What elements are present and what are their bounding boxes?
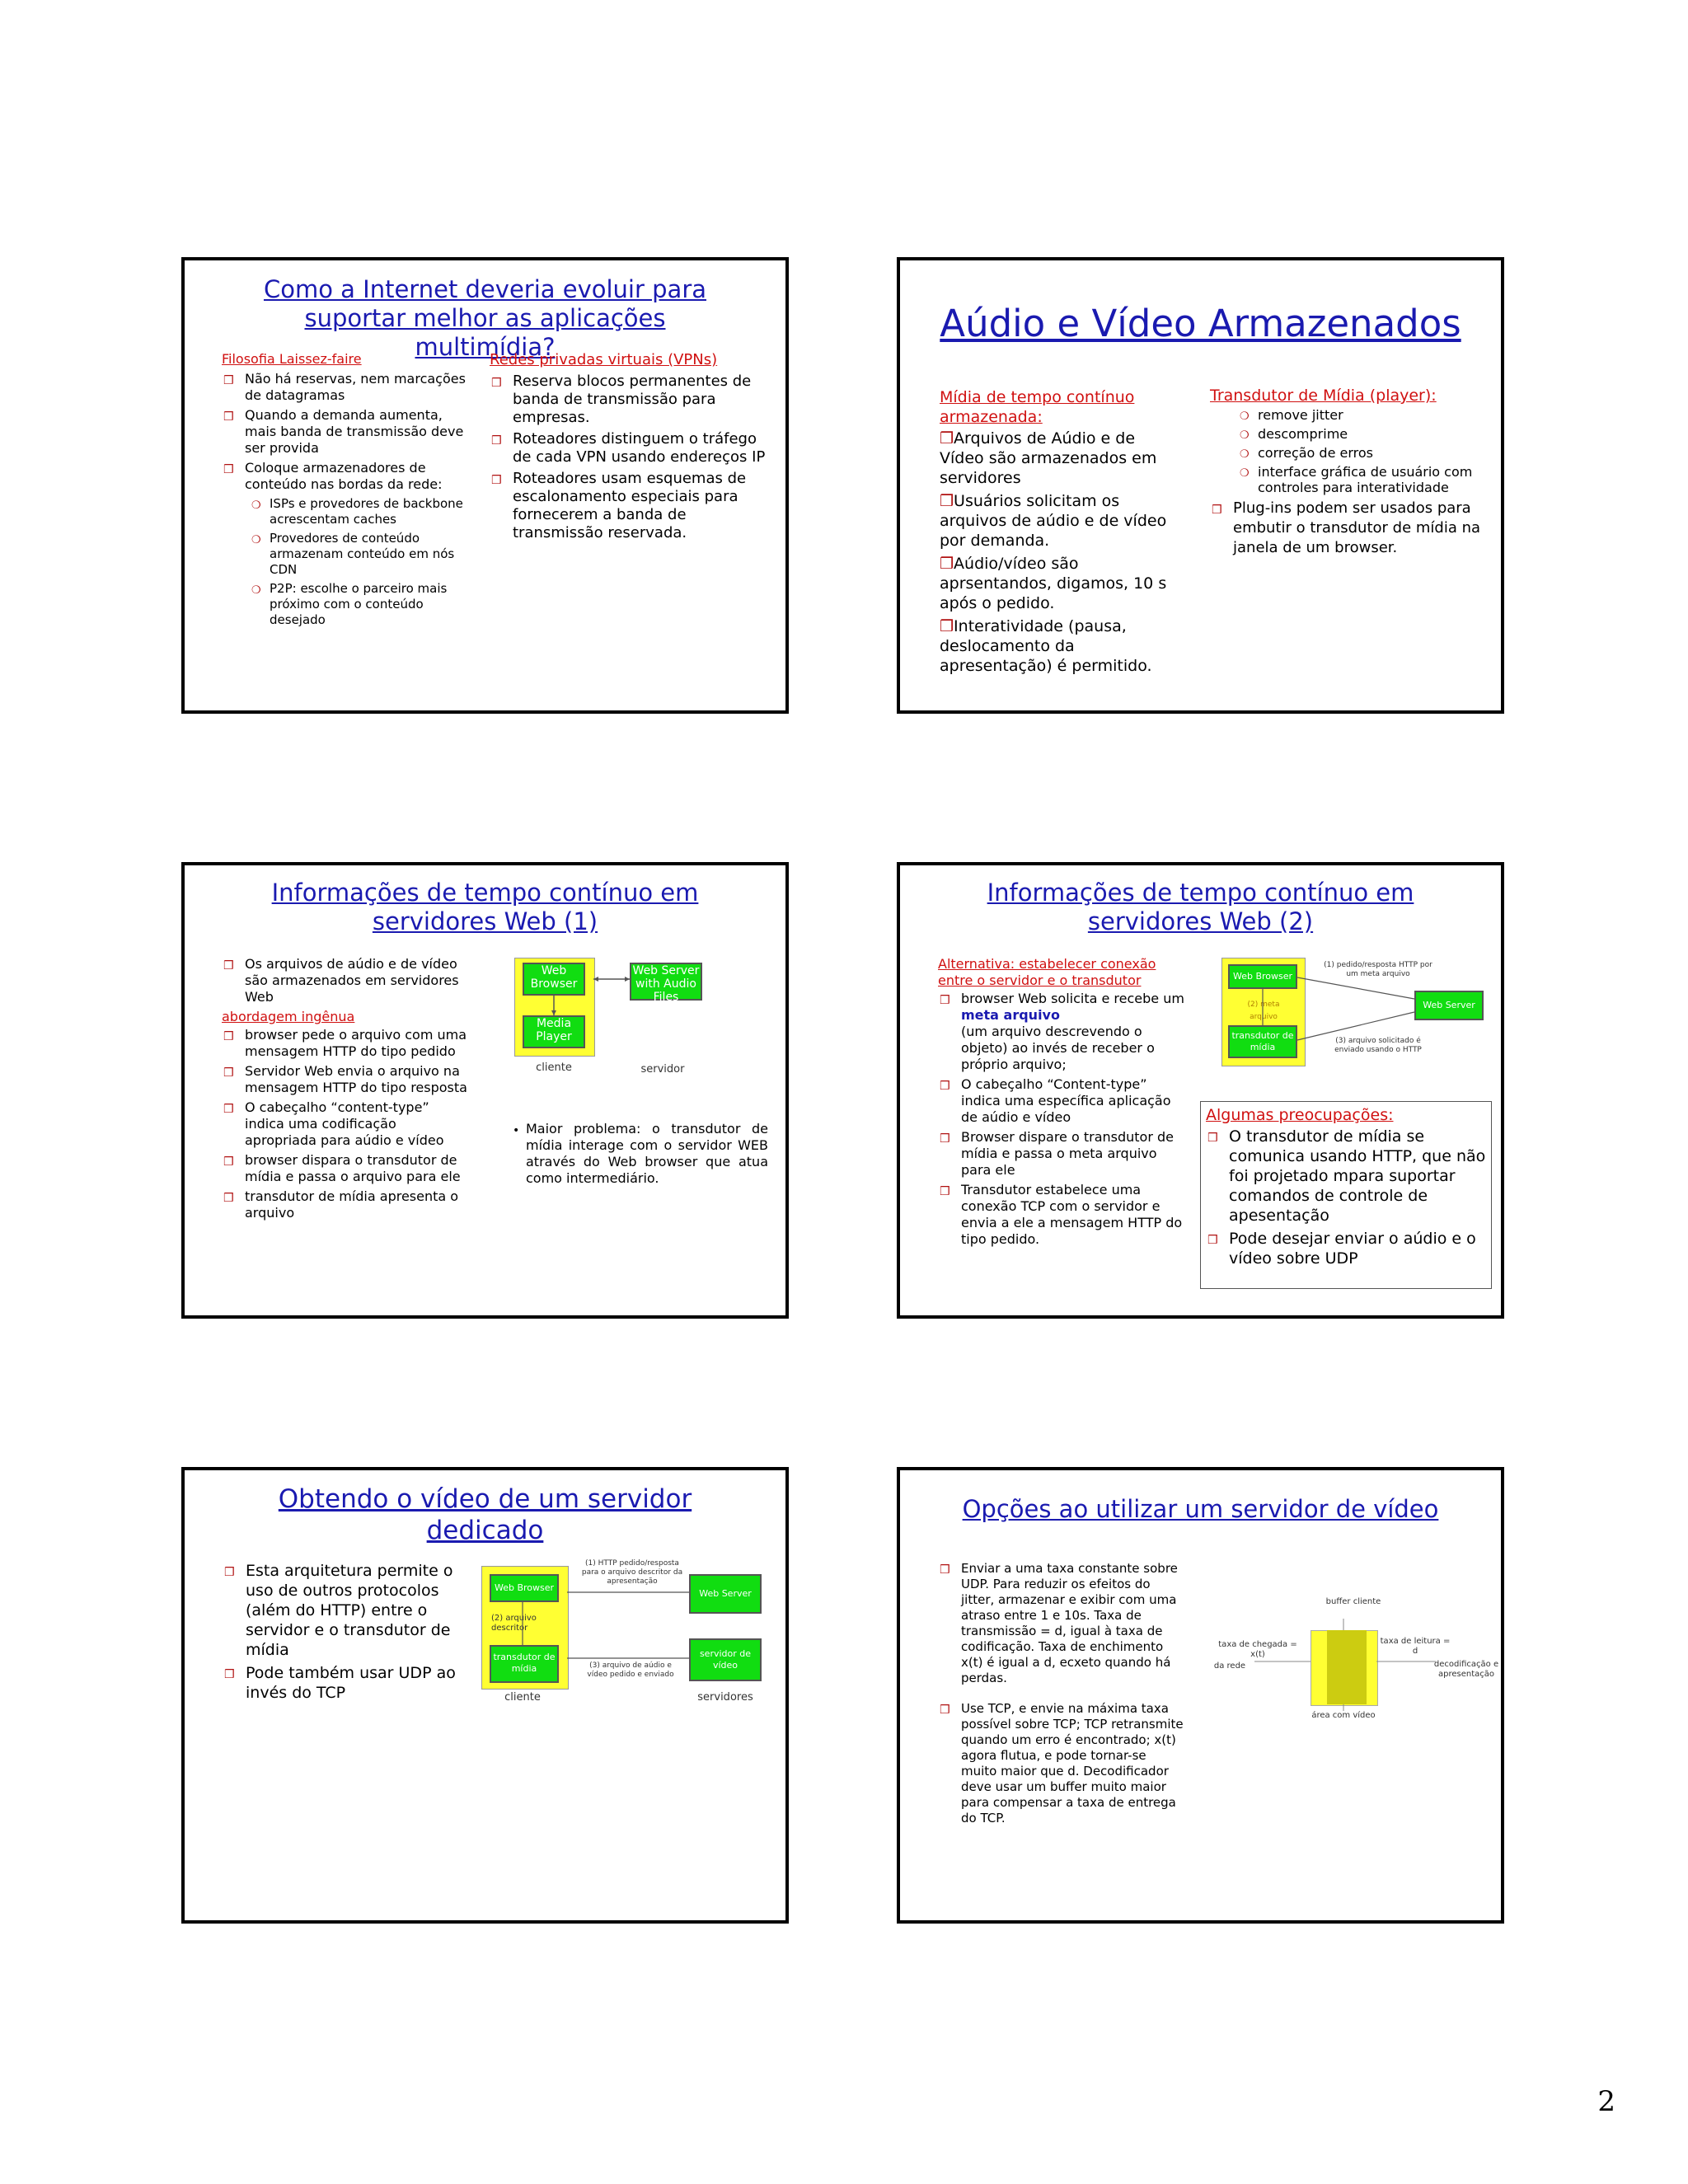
problem-note	[513, 1121, 768, 1190]
media-player-box: transdutor de mídia	[1228, 1025, 1297, 1058]
list-item: ❒ Plug-ins podem ser usados para embutir o transdutor de mídia na janela de um browser.	[1212, 499, 1481, 556]
bullet-icon: ❒	[491, 474, 502, 487]
web-server-box: Web Server	[689, 1574, 762, 1614]
list-item: ❒Arquivos de Aúdio e de Vídeo são armazenados em servidores	[940, 429, 1157, 487]
left-column	[222, 956, 469, 1225]
slide-web-servers-2	[897, 862, 1504, 1319]
list-item: ❒ Pode também usar UDP ao invés do TCP	[224, 1664, 456, 1702]
buffer-label: buffer cliente	[1325, 1597, 1381, 1606]
list-item: ❒ transdutor de mídia apresenta o arquivo	[223, 1188, 459, 1221]
bullet-icon: ❒	[223, 374, 234, 387]
list-item: ❒ Transdutor estabelece uma conexão TCP com o servidor e envia a ele a mensagem HTTP do tipo pedido.	[940, 1182, 1183, 1247]
bullet-icon: ❒	[223, 410, 234, 424]
list-subitem: ❍ interface gráfica de usuário com controles para interatividade	[1240, 464, 1473, 495]
list-item: ❒ Browser dispare o transdutor de mídia e passa o meta arquivo para ele	[940, 1129, 1175, 1178]
arrows-icon	[1221, 958, 1493, 1073]
bullet-icon: ❒	[1207, 1234, 1218, 1247]
bullet-icon: ❒	[940, 617, 954, 635]
client-label: cliente	[504, 1691, 541, 1704]
web-server-box: Web Server with Audio Files	[630, 963, 702, 1001]
media-player-box: Media Player	[523, 1015, 585, 1048]
server-label: servidor	[640, 1063, 685, 1076]
bullet-icon: ❒	[224, 1668, 235, 1681]
list-item: ❒ browser dispara o transdutor de mídia e passa o arquivo para ele	[223, 1152, 461, 1184]
list-item: ❒ O cabeçalho “content-type” indica uma codificação apropriada para aúdio e vídeo	[223, 1099, 444, 1148]
column-heading: abordagem ingênua	[222, 1009, 355, 1024]
client-label: cliente	[536, 1062, 572, 1074]
slide-dedicated-server	[181, 1467, 789, 1924]
list-item: ❒ Quando a demanda aumenta, mais banda de transmissão deve ser provida	[223, 407, 464, 456]
list-item: ❒ browser Web solicita e recebe um meta arquivo (um arquivo descrevendo o objeto) ao invés de receber o próprio arquivo;	[940, 991, 1184, 1072]
bullet-icon: ❒	[940, 1132, 950, 1146]
circle-bullet-icon: ❍	[1240, 448, 1250, 461]
slide-web-servers-1	[181, 862, 789, 1319]
media-player-box: transdutor de mídia	[490, 1645, 559, 1683]
bullet-icon: ❒	[940, 1563, 950, 1577]
list-subitem: ❍ descomprime	[1240, 426, 1348, 442]
list-item: ❒ Os arquivos de aúdio e de vídeo são armazenados em servidores Web	[223, 956, 459, 1005]
right-column	[490, 351, 770, 546]
list-item: ❒Usuários solicitam os arquivos de aúdio e de vídeo por demanda.	[940, 492, 1167, 550]
arrows-icon	[481, 1559, 778, 1699]
list-item: ❒Aúdio/vídeo são aprsentandos, digamos, 10 s após o pedido.	[940, 555, 1167, 612]
circle-bullet-icon: ❍	[251, 584, 261, 597]
slide-stored-audio-video	[897, 257, 1504, 714]
list-subitem: ❍ Provedores de conteúdo armazenam conteúdo em nós CDN	[251, 531, 455, 577]
list-subitem: ❍ ISPs e provedores de backbone acrescentam caches	[251, 496, 463, 527]
circle-bullet-icon: ❍	[251, 499, 261, 512]
bullet-icon: ❒	[1207, 1132, 1218, 1145]
diagram-client-server	[514, 958, 762, 1090]
slide-title: Obtendo o vídeo de um servidor dedicado	[278, 1484, 692, 1545]
column-heading: Alternativa: estabelecer conexão entre o servidor e o transdutor	[938, 956, 1156, 988]
list-item: ❒ Reserva blocos permanentes de banda de transmissão para empresas.	[491, 373, 752, 426]
bullet-icon: ❒	[491, 434, 502, 448]
circle-bullet-icon: ❍	[251, 534, 261, 546]
bullet-icon: ❒	[491, 377, 502, 390]
list-item: ❒ Roteadores usam esquemas de escalonamento especiais para fornecerem a banda de transmissão reservada.	[491, 470, 747, 541]
list-item: ❒ Esta arquitetura permite o uso de outros protocolos (além do HTTP) entre o servidor e o transdutor de mídia	[224, 1562, 453, 1659]
arrows-icon	[1205, 1594, 1502, 1734]
diagram-meta-file	[1221, 958, 1493, 1073]
servers-label: servidores	[697, 1691, 753, 1704]
list-item: ❒ browser pede o arquivo com uma mensagem HTTP do tipo pedido	[223, 1027, 467, 1059]
left-column	[938, 1561, 1185, 1830]
bullet-icon: ❒	[940, 1185, 950, 1198]
left-column	[938, 956, 1185, 1251]
slide-internet-evolution	[181, 257, 789, 714]
bullet-icon: ❒	[940, 492, 954, 510]
from-network-label: da rede	[1213, 1661, 1246, 1671]
video-area-label: área com vídeo	[1311, 1711, 1376, 1720]
bullet-icon: ❒	[223, 1103, 234, 1116]
list-item: • Maior problema: o transdutor de mídia interage com o servidor WEB através do Web browser que atua como intermediário.	[513, 1121, 768, 1186]
bullet-icon: ❒	[223, 1030, 234, 1043]
bullet-icon: ❒	[223, 1155, 234, 1169]
circle-bullet-icon: ❍	[1240, 410, 1250, 423]
slide-title: Como a Internet deveria evoluir para suportar melhor as aplicações multimídia?	[263, 275, 707, 361]
bullet-icon: ❒	[940, 1704, 950, 1717]
bullet-icon: ❒	[940, 555, 954, 573]
bullet-icon: ❒	[223, 1066, 234, 1080]
web-browser-box: Web Browser	[1228, 964, 1297, 989]
concerns-box	[1200, 1101, 1492, 1289]
concerns-heading: Algumas preocupações:	[1206, 1106, 1394, 1124]
bullet-icon: ❒	[1212, 504, 1222, 517]
list-subitem: ❍ P2P: escolhe o parceiro mais próximo com o conteúdo desejado	[251, 581, 448, 627]
stream-label: (3) arquivo de aúdio e vídeo pedido e enviado	[587, 1661, 674, 1679]
list-item: ❒ Roteadores distinguem o tráfego de cada VPN usando endereços IP	[491, 430, 766, 466]
list-subitem: ❍ correção de erros	[1240, 445, 1374, 461]
descriptor-label: (2) arquivo descritor	[491, 1614, 537, 1633]
list-item: ❒ Pode desejar enviar o aúdio e o vídeo sobre UDP	[1207, 1230, 1476, 1268]
request-label: (1) HTTP pedido/resposta para o arquivo descritor da apresentação	[581, 1559, 683, 1586]
circle-bullet-icon: ❍	[1240, 467, 1250, 480]
web-browser-box: Web Browser	[490, 1574, 559, 1602]
column-heading: Mídia de tempo contínuo armazenada:	[940, 388, 1135, 426]
slide-title: Informações de tempo contínuo em servidores Web (2)	[987, 879, 1414, 935]
web-browser-box: Web Browser	[523, 963, 585, 996]
slide-title: Opções ao utilizar um servidor de vídeo	[962, 1495, 1439, 1523]
left-column	[940, 387, 1179, 679]
bullet-icon: ❒	[940, 429, 954, 448]
column-heading: Filosofia Laissez-faire	[222, 351, 362, 367]
bullet-icon: ❒	[224, 1566, 235, 1579]
bullet-icon: ❒	[223, 1192, 234, 1205]
diagram-dedicated-server	[481, 1559, 778, 1704]
list-item: ❒ Não há reservas, nem marcações de datagramas	[223, 371, 466, 403]
column-heading: Redes privadas virtuais (VPNs)	[490, 351, 718, 368]
slide-title: Informações de tempo contínuo em servidores Web (1)	[271, 879, 699, 935]
decode-label: decodificação e apresentação	[1433, 1660, 1499, 1679]
bullet-icon: ❒	[940, 994, 950, 1007]
list-item: ❒ Use TCP, e envie na máxima taxa possível sobre TCP; TCP retransmite quando um erro é encontrado; x(t) agora flutua, e pode tornar-se muito maior que d. Decodificador deve usar um buffer muito maior para compensar a taxa de entrega do TCP.	[940, 1701, 1184, 1825]
list-item: ❒ Servidor Web envia o arquivo na mensagem HTTP do tipo resposta	[223, 1063, 467, 1095]
circle-bullet-icon: ❍	[1240, 429, 1250, 442]
left-column	[222, 351, 469, 631]
list-item: ❒ O cabeçalho “Content-type” indica uma específica aplicação de aúdio e vídeo	[940, 1076, 1171, 1125]
meta-file-term: meta arquivo	[961, 1007, 1060, 1023]
web-server-box: Web Server	[1414, 991, 1484, 1020]
response-label: (3) arquivo solicitado é enviado usando o HTTP	[1334, 1037, 1422, 1054]
slide-video-server-options	[897, 1467, 1504, 1924]
dot-bullet-icon: •	[513, 1124, 520, 1137]
diagram-client-buffer	[1205, 1594, 1502, 1734]
concerns-list	[1206, 1105, 1486, 1272]
video-server-box: servidor de vídeo	[689, 1638, 762, 1681]
page-number: 2	[1597, 2085, 1615, 2118]
bullet-icon: ❒	[223, 463, 234, 476]
list-item: ❒Interatividade (pausa, deslocamento da apresentação) é permitido.	[940, 617, 1152, 675]
list-item: ❒ Enviar a uma taxa constante sobre UDP. Para reduzir os efeitos do jitter, armazenar e exibir com uma atraso entre 1 e 10s. Taxa de transmissão = d, igual à taxa de codificação. Taxa de enchimento x(t) é igual a d, ecxeto quando há perdas.	[940, 1561, 1178, 1685]
right-column	[1210, 387, 1482, 561]
slide-title: Aúdio e Vídeo Armazenados	[940, 302, 1461, 345]
meta-file-label: (2) meta arquivo	[1247, 1001, 1280, 1021]
arrival-rate-label: taxa de chegada = x(t)	[1218, 1640, 1297, 1659]
read-rate-label: taxa de leitura = d	[1380, 1637, 1451, 1656]
request-label: (1) pedido/resposta HTTP por um meta arquivo	[1324, 961, 1432, 978]
list-item: ❒ O transdutor de mídia se comunica usando HTTP, que não foi projetado mpara suportar comandos de controle de apesentação	[1207, 1127, 1486, 1225]
bullet-icon: ❒	[940, 1080, 950, 1093]
list-subitem: ❍ remove jitter	[1240, 407, 1343, 423]
column-heading: Transdutor de Mídia (player):	[1210, 387, 1437, 405]
bullet-icon: ❒	[223, 959, 234, 972]
left-column	[223, 1561, 470, 1706]
list-item: ❒ Coloque armazenadores de conteúdo nas bordas da rede:	[223, 460, 443, 492]
